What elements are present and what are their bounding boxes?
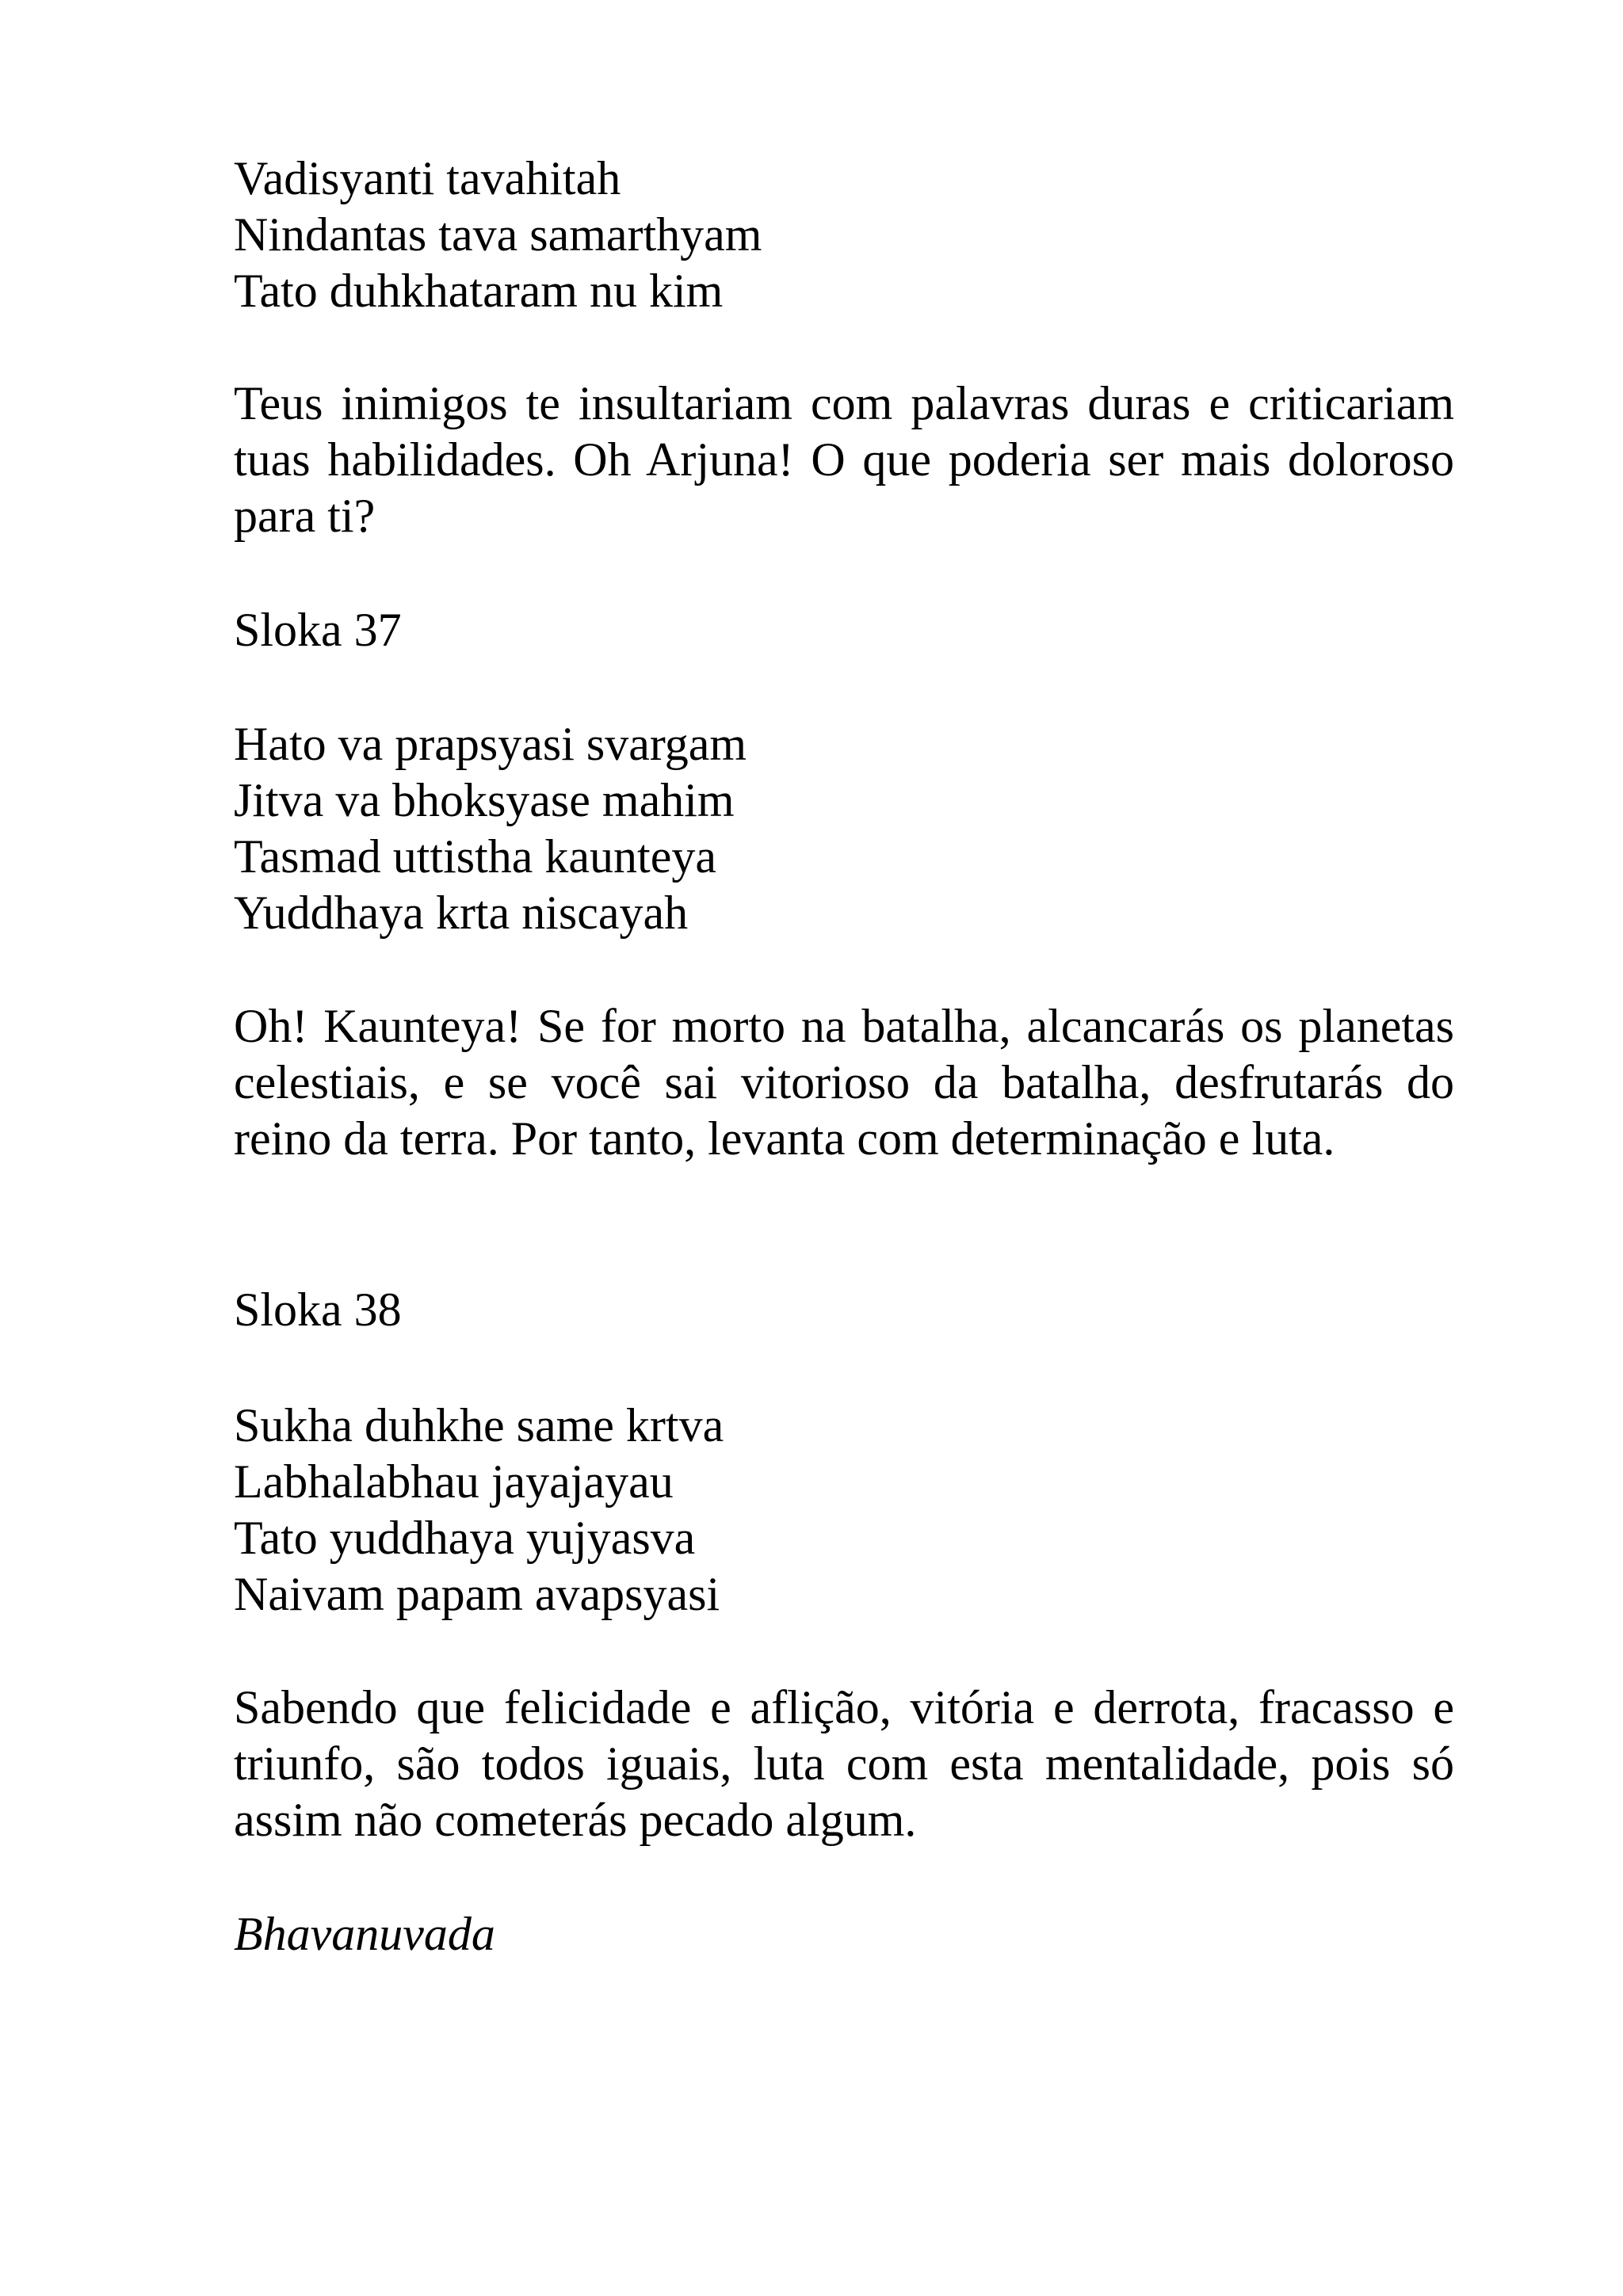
verse-line: Tato duhkhataram nu kim: [234, 265, 724, 317]
verse-line: Naivam papam avapsyasi: [234, 1568, 720, 1620]
verse-line: Yuddhaya krta niscayah: [234, 887, 689, 939]
verse-line: Vadisyanti tavahitah: [234, 152, 621, 204]
verse-line: Tato yuddhaya yujyasva: [234, 1512, 696, 1564]
verse-36-lines: [234, 151, 1454, 319]
translation-38: Sabendo que felicidade e aflição, vitória e derrota, fracasso e triunfo, são todos iguais, luta com esta mentalidade, pois só assim não cometerás pecado algum.: [234, 1681, 1454, 1846]
sloka-38-verse: [234, 1398, 1454, 1623]
commentary-heading: Bhavanuvada: [234, 1908, 495, 1960]
verse-line: Nindantas tava samarthyam: [234, 208, 762, 261]
sloka-37-verse: [234, 716, 1454, 941]
translation-37: Oh! Kaunteya! Se for morto na batalha, alcancarás os planetas celestiais, e se você sai vitorioso da batalha, desfrutarás do reino da terra. Por tanto, levanta com determinação e luta.: [234, 1000, 1454, 1165]
verse-line: Tasmad uttistha kaunteya: [234, 830, 716, 883]
verse-line: Jitva va bhoksyase mahim: [234, 774, 735, 826]
verse-line: Hato va prapsyasi svargam: [234, 718, 747, 770]
verse-line: Sukha duhkhe same krtva: [234, 1399, 724, 1451]
verse-line: Labhalabhau jayajayau: [234, 1455, 674, 1508]
translation-36: Teus inimigos te insultariam com palavras duras e criticariam tuas habilidades. Oh Arjuna! O que poderia ser mais doloroso para ti?: [234, 377, 1454, 542]
sloka-37-heading: Sloka 37: [234, 604, 402, 656]
sloka-38-heading: Sloka 38: [234, 1283, 402, 1336]
